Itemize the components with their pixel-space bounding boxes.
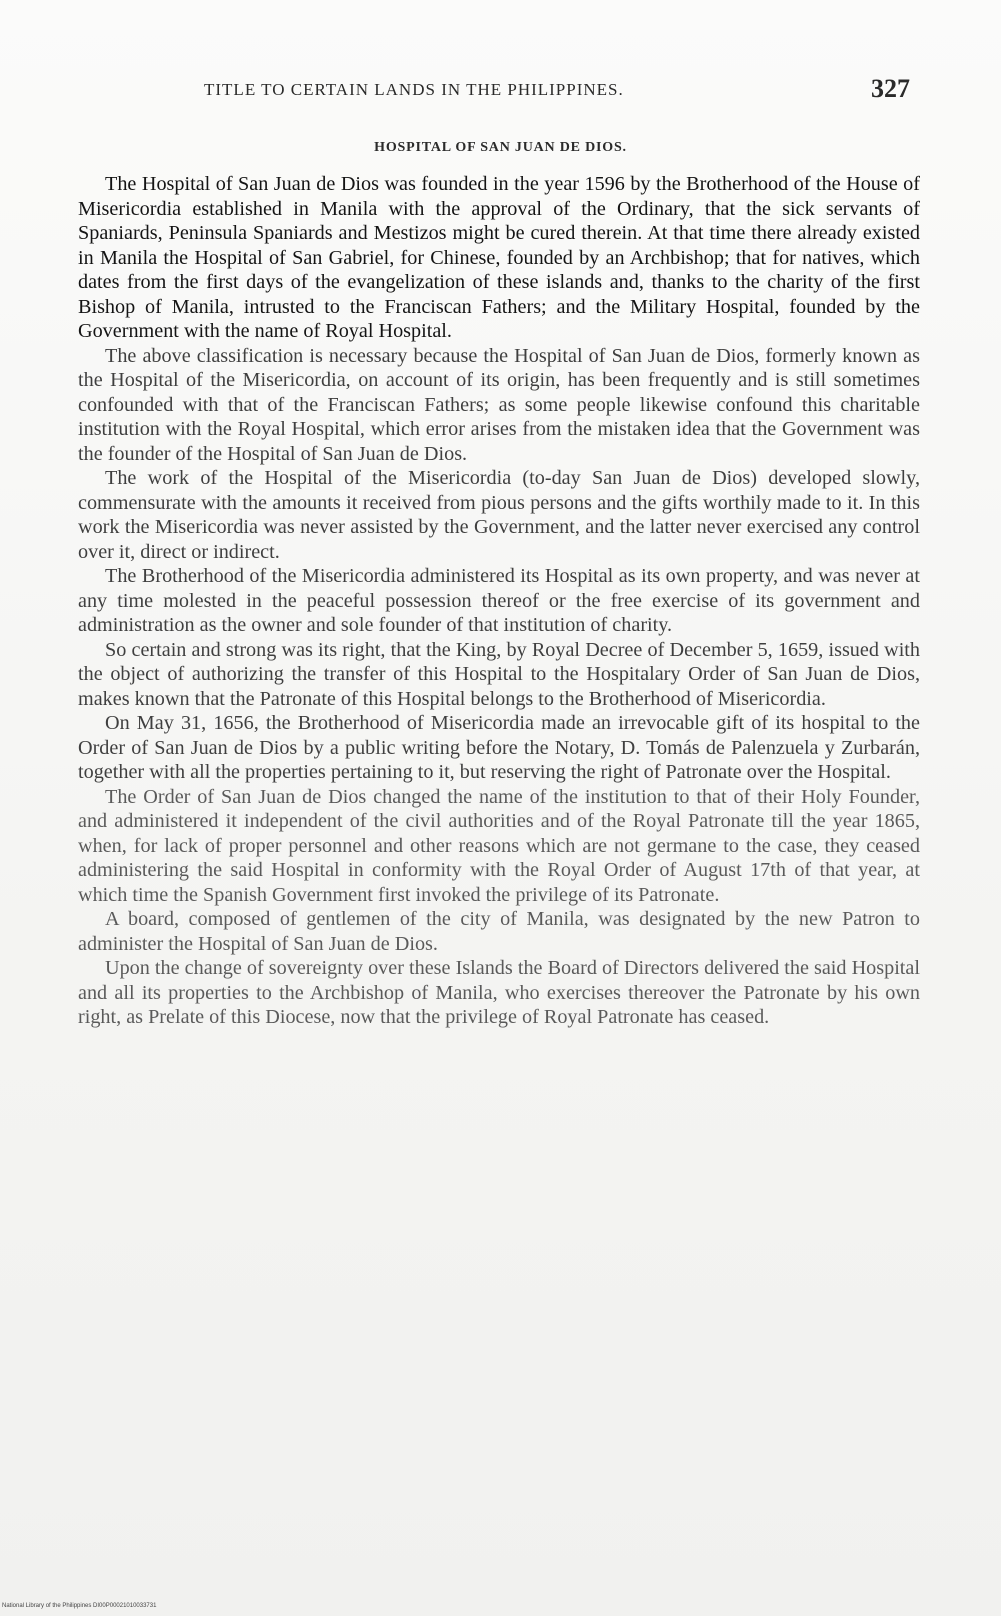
paragraph: The Hospital of San Juan de Dios was founded in the year 1596 by the Brotherhood of the House of Misericordia established in Manila with the approval of the Ordinary, that the sick servants of Spaniards, Peninsula Spaniards and Mestizos might be cured therein. At that time there already existed in Manila the Hospital of San Gabriel, for Chinese, founded by an Archbishop; that for natives, which dates from the first days of the evangelization of these islands and, thanks to the charity of the first Bishop of Manila, intrusted to the Franciscan Fathers; and the Military Hospital, founded by the Government with the name of Royal Hospital. xyxy=(78,173,920,342)
library-credit: National Library of the Philippines DI00P00021010033731 xyxy=(2,1603,157,1609)
body-text xyxy=(78,172,920,1030)
paragraph: The Order of San Juan de Dios changed the name of the institution to that of their Holy Founder, and administered it independent of the civil authorities and of the Royal Patronate till the year 1865, when, for lack of proper personnel and other reasons which are not germane to the case, they ceased administering the said Hospital in conformity with the Royal Order of August 17th of that year, at which time the Spanish Government first invoked the privilege of its Patronate. xyxy=(78,785,920,906)
paragraph: The Brotherhood of the Misericordia administered its Hospital as its own property, and was never at any time molested in the peaceful possession thereof or the free exercise of its government and administration as the owner and sole founder of that institution of charity. xyxy=(78,565,920,636)
section-heading: HOSPITAL OF SAN JUAN DE DIOS. xyxy=(374,140,627,155)
paragraph: The work of the Hospital of the Misericordia (to-day San Juan de Dios) developed slowly, commensurate with the amounts it received from pious persons and the gifts worthily made to it. In this work the Misericordia was never assisted by the Government, and the latter never exercised any control over it, direct or indirect. xyxy=(78,467,920,563)
paragraph: The above classification is necessary because the Hospital of San Juan de Dios, formerly known as the Hospital of the Misericordia, on account of its origin, has been frequently and is still sometimes confounded with that of the Franciscan Fathers; as some people likewise confound this charitable institution with the Royal Hospital, which error arises from the mistaken idea that the Government was the founder of the Hospital of San Juan de Dios. xyxy=(78,344,920,465)
paragraph: Upon the change of sovereignty over these Islands the Board of Directors delivered the said Hospital and all its properties to the Archbishop of Manila, who exercises thereover the Patronate by his own right, as Prelate of this Diocese, now that the privilege of Royal Patronate has ceased. xyxy=(78,957,920,1028)
page-number: 327 xyxy=(871,74,910,103)
running-title: TITLE TO CERTAIN LANDS IN THE PHILIPPINES. xyxy=(204,80,624,99)
paragraph: On May 31, 1656, the Brotherhood of Misericordia made an irrevocable gift of its hospital to the Order of San Juan de Dios by a public writing before the Notary, D. Tomás de Palenzuela y Zurbarán, together with all the properties pertaining to it, but reserving the right of Patronate over the Hospital. xyxy=(78,712,920,783)
paragraph: A board, composed of gentlemen of the city of Manila, was designated by the new Patron to administer the Hospital of San Juan de Dios. xyxy=(78,908,920,955)
paragraph: So certain and strong was its right, that the King, by Royal Decree of December 5, 1659, issued with the object of authorizing the transfer of this Hospital to the Hospitalary Order of San Juan de Dios, makes known that the Patronate of this Hospital belongs to the Brotherhood of Misericordia. xyxy=(78,638,920,710)
